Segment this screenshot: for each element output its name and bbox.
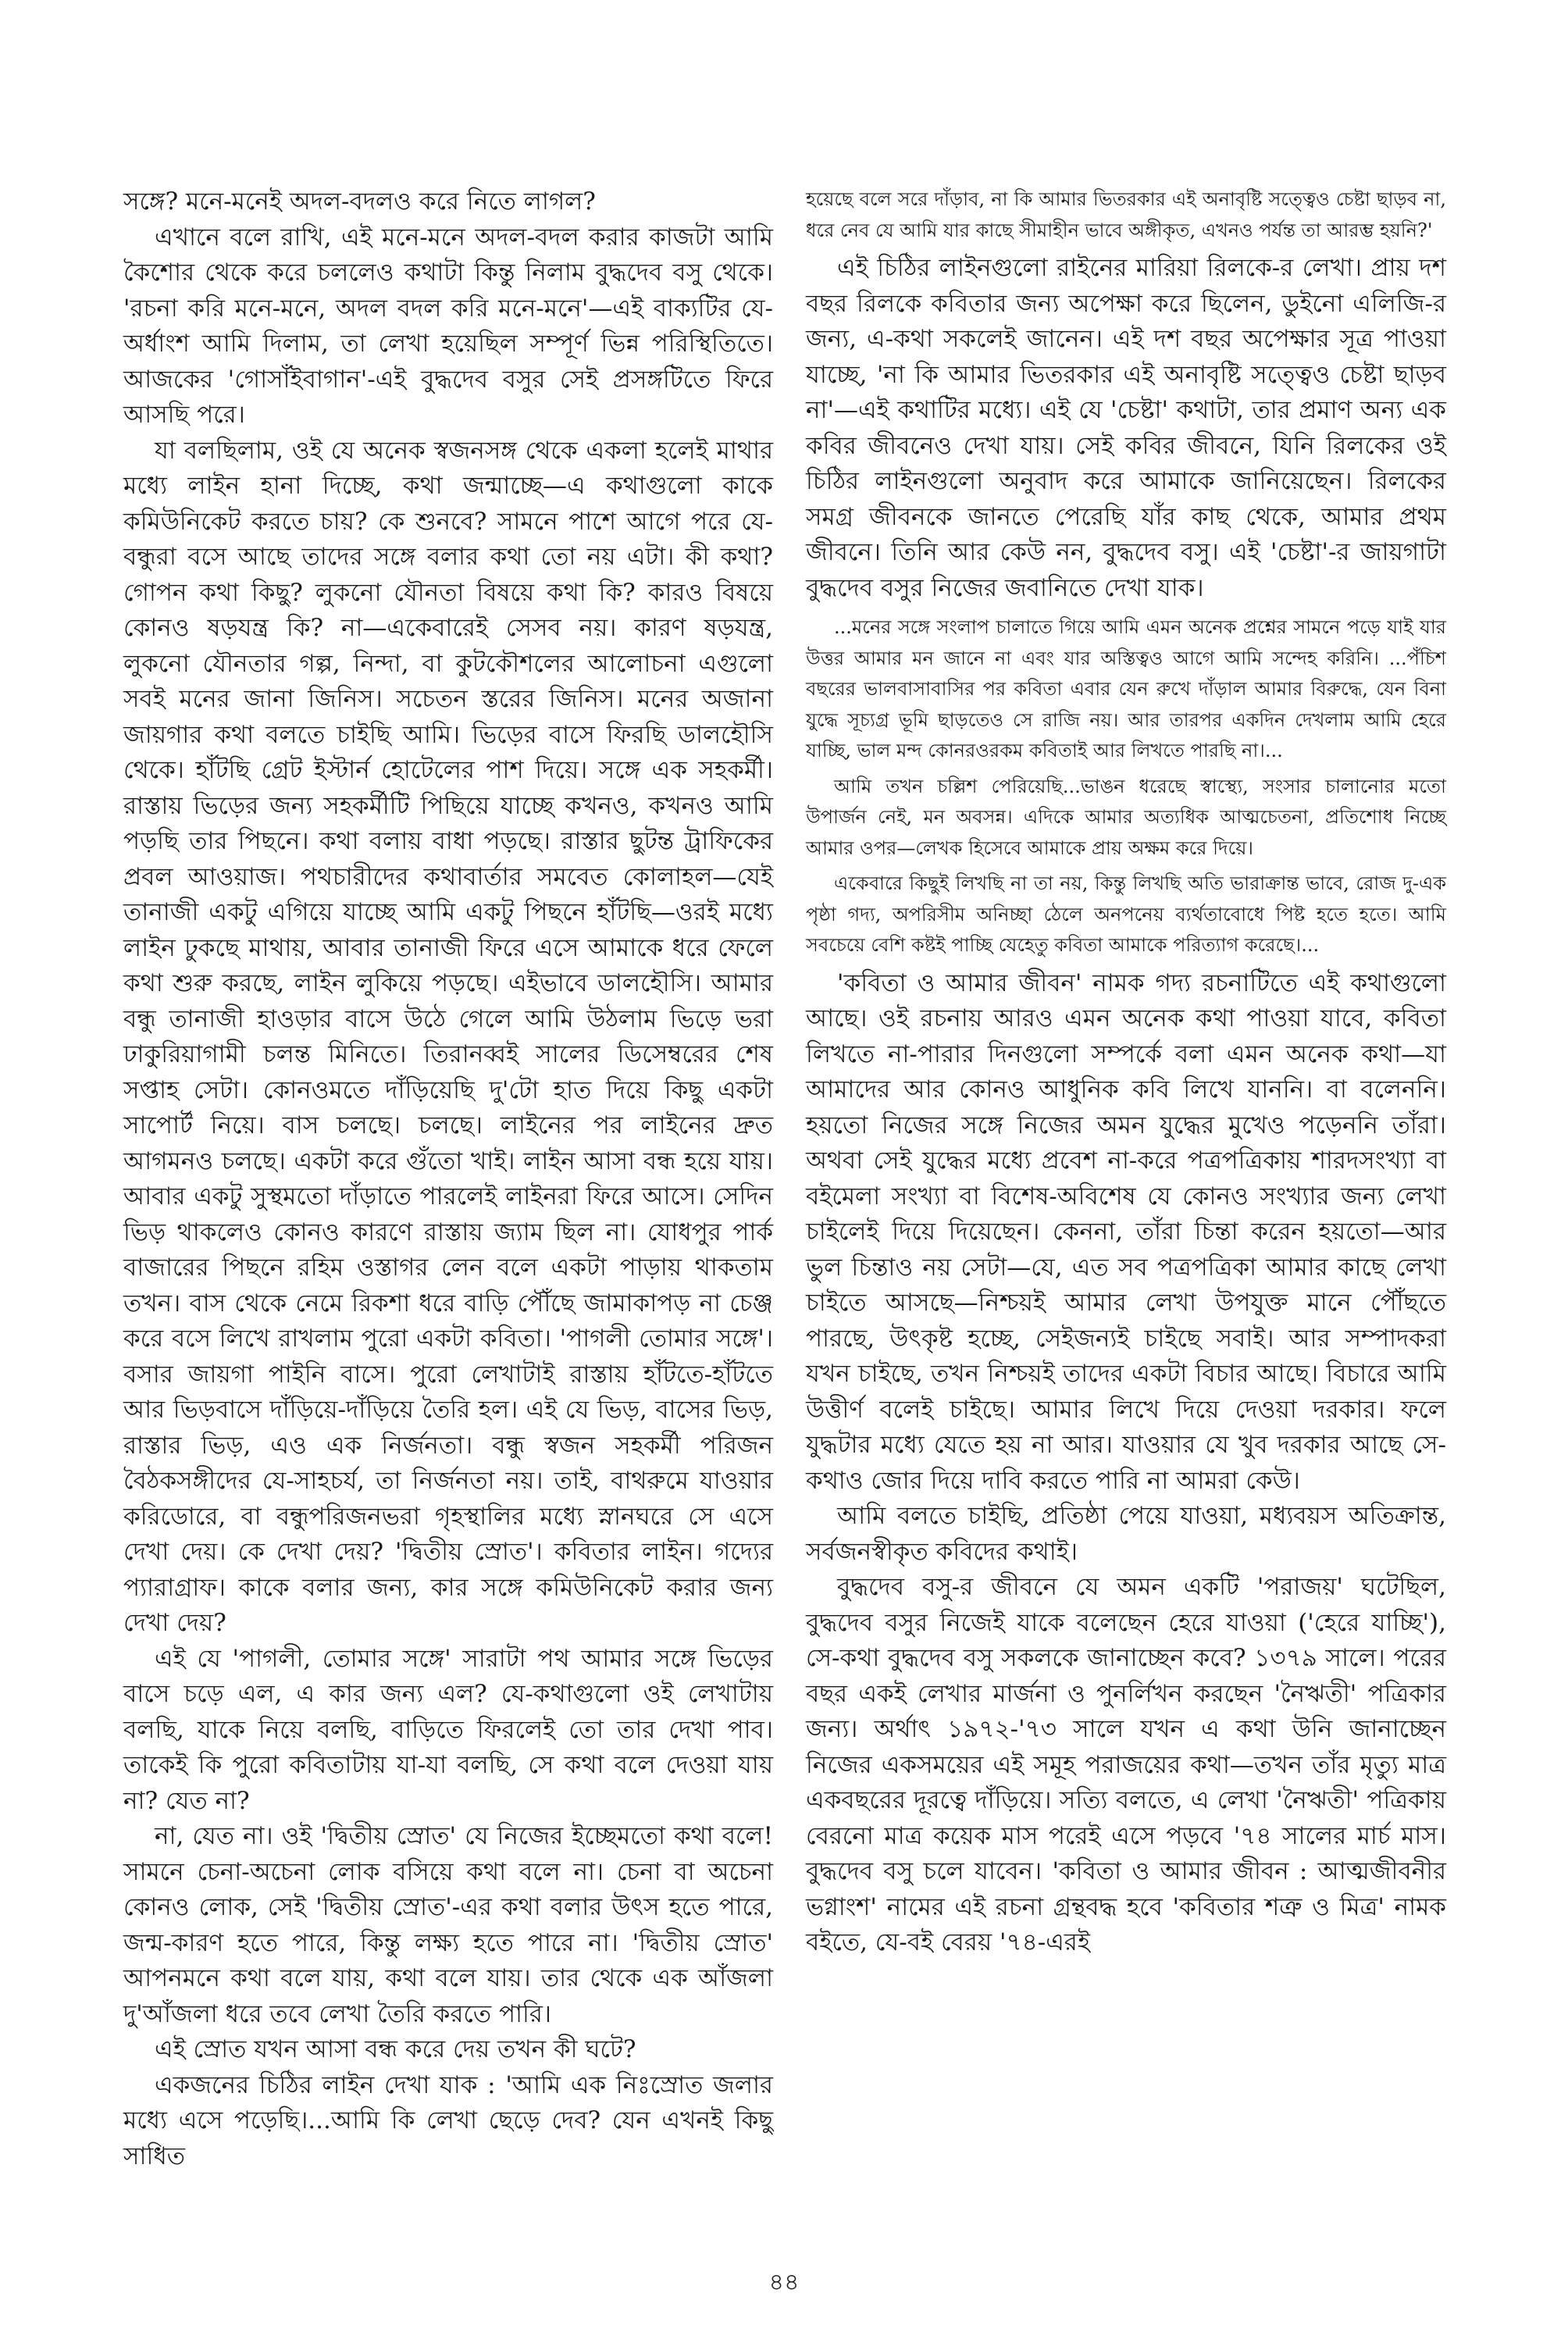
quote-paragraph: ...মনের সঙ্গে সংলাপ চালাতে গিয়ে আমি এমন অনেক প্রশ্নের সামনে পড়ে যাই যার উত্তর আমার মন জানে না এবং যার অস্তিত্বও আগে আমি সন্দেহ করিনি। ...পঁচিশ বছরের ভালবাসাবাসির পর কবিতা এবার যেন রুখে দাঁড়াল আমার বিরুদ্ধে, যেন বিনা যুদ্ধে সূচ্যগ্র ভূমি ছাড়তেও সে রাজি নয়। আর তারপর একদিন দেখলাম আমি হেরে যাচ্ছি, ভাল মন্দ কোনরওরকম কবিতাই আর লিখতে পারছি না।...	[806, 616, 1446, 761]
quote-paragraph: একেবারে কিছুই লিখছি না তা নয়, কিন্তু লিখছি অতি ভারাক্রান্ত ভাবে, রোজ দু-এক পৃষ্ঠা গদ্য, অপরিসীম অনিচ্ছা ঠেলে অনপনেয় ব্যর্থতাবোধে পিষ্ট হতে হতে। আমি সবচেয়ে বেশি কষ্টই পাচ্ছি যেহেতু কবিতা আমাকে পরিত্যাগ করেছে।...	[806, 872, 1446, 956]
left-column	[123, 184, 773, 2174]
quote-continuation	[806, 184, 1446, 246]
paragraph: না, যেত না। ওই 'দ্বিতীয় স্রোত' যে নিজের ইচ্ছেমতো কথা বলে! সামনে চেনা-অচেনা লোক বসিয়ে কথা বলে না। চেনা বা অচেনা কোনও লোক, সেই 'দ্বিতীয় স্রোত'-এর কথা বলার উৎস হতে পারে, জন্ম-কারণ হতে পারে, কিন্তু লক্ষ্য হতে পারে না। 'দ্বিতীয় স্রোত' আপনমনে কথা বলে যায়, কথা বলে যায়। তার থেকে এক আঁজলা দু'আঁজলা ধরে তবে লেখা তৈরি করতে পারি।	[123, 1822, 773, 2028]
quote-paragraph: হয়েছে বলে সরে দাঁড়াব, না কি আমার ভিতরকার এই অনাবৃষ্টি সত্ত্বেও চেষ্টা ছাড়ব না, ধরে নেব যে আমি যার কাছে সীমাহীন ভাবে অঙ্গীকৃত, এখনও পর্যন্ত তা আরম্ভ হয়নি?'	[806, 188, 1446, 241]
paragraph: এই যে 'পাগলী, তোমার সঙ্গে' সারাটা পথ আমার সঙ্গে ভিড়ের বাসে চড়ে এল, এ কার জন্য এল? যে-কথাগুলো ওই লেখাটায় বলছি, যাকে নিয়ে বলছি, বাড়িতে ফিরলেই তো তার দেখা পাব। তাকেই কি পুরো কবিতাটায় যা-যা বলছি, সে কথা বলে দেওয়া যায় না? যেত না?	[123, 1644, 773, 1815]
paragraph: এই স্রোত যখন আসা বন্ধ করে দেয় তখন কী ঘটে?	[155, 2035, 636, 2063]
paragraph: এই চিঠির লাইনগুলো রাইনের মারিয়া রিলকে-র লেখা। প্রায় দশ বছর রিলকে কবিতার জন্য অপেক্ষা করে ছিলেন, ডুইনো এলিজি-র জন্য, এ-কথা সকলেই জানেন। এই দশ বছর অপেক্ষার সূত্র পাওয়া যাচ্ছে, 'না কি আমার ভিতরকার এই অনাবৃষ্টি সত্ত্বেও চেষ্টা ছাড়ব না'—এই কথাটির মধ্যে। এই যে 'চেষ্টা' কথাটা, তার প্রমাণ অন্য এক কবির জীবনেও দেখা যায়। সেই কবির জীবনে, যিনি রিলকের ওই চিঠির লাইনগুলো অনুবাদ করে আমাকে জানিয়েছেন। রিলকের সমগ্র জীবনকে জানতে পেরেছি যাঁর কাছ থেকে, আমার প্রথম জীবনে। তিনি আর কেউ নন, বুদ্ধদেব বসু। এই 'চেষ্টা'-র জায়গাটা বুদ্ধদেব বসুর নিজের জবানিতে দেখা যাক।	[806, 254, 1446, 602]
paragraph: আমি বলতে চাইছি, প্রতিষ্ঠা পেয়ে যাওয়া, মধ্যবয়স অতিক্রান্ত, সর্বজনস্বীকৃত কবিদের কথাই।	[806, 1502, 1446, 1566]
paragraph: বুদ্ধদেব বসু-র জীবনে যে অমন একটি 'পরাজয়' ঘটেছিল, বুদ্ধদেব বসুর নিজেই যাকে বলেছেন হেরে যাওয়া ('হেরে যাচ্ছি'), সে-কথা বুদ্ধদেব বসু সকলকে জানাচ্ছেন কবে? ১৩৭৯ সালে। পরের বছর একই লেখার মার্জনা ও পুনর্লিখন করছেন 'নৈঋতী' পত্রিকার জন্য। অর্থাৎ ১৯৭২-'৭৩ সালে যখন এ কথা উনি জানাচ্ছেন নিজের একসময়ের এই সমূহ পরাজয়ের কথা—তখন তাঁর মৃত্যু মাত্র একবছরের দূরত্বে দাঁড়িয়ে। সত্যি বলতে, এ লেখা 'নৈঋতী' পত্রিকায় বেরনো মাত্র কয়েক মাস পরেই এসে পড়বে '৭৪ সালের মার্চ মাস। বুদ্ধদেব বসু চলে যাবেন। 'কবিতা ও আমার জীবন : আত্মজীবনীর ভগ্নাংশ' নামের এই রচনা গ্রন্থবদ্ধ হবে 'কবিতার শত্রু ও মিত্র' নামক বইতে, যে-বই বেরয় '৭৪-এরই	[806, 1573, 1446, 1956]
right-column	[806, 184, 1446, 1961]
paragraph: 'কবিতা ও আমার জীবন' নামক গদ্য রচনাটিতে এই কথাগুলো আছে। ওই রচনায় আরও এমন অনেক কথা পাওয়া যাবে, কবিতা লিখতে না-পারার দিনগুলো সম্পর্কে বলা এমন অনেক কথা—যা আমাদের আর কোনও আধুনিক কবি লিখে যাননি। বা বলেননি। হয়তো নিজের সঙ্গে নিজের অমন যুদ্ধের মুখেও পড়েননি তাঁরা। অথবা সেই যুদ্ধের মধ্যে প্রবেশ না-করে পত্রপত্রিকায় শারদসংখ্যা বা বইমেলা সংখ্যা বা বিশেষ-অবিশেষ যে কোনও সংখ্যার জন্য লেখা চাইলেই দিয়ে দিয়েছেন। কেননা, তাঁরা চিন্তা করেন হয়তো—আর ভুল চিন্তাও নয় সেটা—যে, এত সব পত্রপত্রিকা আমার কাছে লেখা চাইতে আসছে—নিশ্চয়ই আমার লেখা উপযুক্ত মানে পৌঁছতে পারছে, উৎকৃষ্ট হচ্ছে, সেইজন্যই চাইছে সবাই। আর সম্পাদকরা যখন চাইছে, তখন নিশ্চয়ই তাদের একটা বিচার আছে। বিচারে আমি উত্তীর্ণ বলেই চাইছে। আমার লিখে দিয়ে দেওয়া দরকার। ফলে যুদ্ধটার মধ্যে যেতে হয় না আর। যাওয়ার যে খুব দরকার আছে সে-কথাও জোর দিয়ে দাবি করতে পারি না আমরা কেউ।	[806, 968, 1446, 1495]
paragraph: এখানে বলে রাখি, এই মনে-মনে অদল-বদল করার কাজটা আমি কৈশোর থেকে করে চললেও কথাটা কিন্তু নিলাম বুদ্ধদেব বসু থেকে। 'রচনা করি মনে-মনে, অদল বদল করি মনে-মনে'—এই বাক্যটির যে-অর্ধাংশ আমি দিলাম, তা লেখা হয়েছিল সম্পূর্ণ ভিন্ন পরিস্থিতিতে। আজকের 'গোসাঁইবাগান'-এই বুদ্ধদেব বসুর সেই প্রসঙ্গটিতে ফিরে আসছি পরে।	[123, 223, 773, 429]
paragraph: একজনের চিঠির লাইন দেখা যাক : 'আমি এক নিঃস্রোত জলার মধ্যে এসে পড়েছি।...আমি কি লেখা ছেড়ে দেব? যেন এখনই কিছু সাধিত	[123, 2070, 773, 2170]
page-number: ৪৪	[768, 2269, 800, 2296]
paragraph: যা বলছিলাম, ওই যে অনেক স্বজনসঙ্গ থেকে একলা হলেই মাথার মধ্যে লাইন হানা দিচ্ছে, কথা জন্মাচ্ছে—এ কথাগুলো কাকে কমিউনিকেট করতে চায়? কে শুনবে? সামনে পাশে আগে পরে যে-বন্ধুরা বসে আছে তাদের সঙ্গে বলার কথা তো নয় এটা। কী কথা? গোপন কথা কিছু? লুকনো যৌনতা বিষয়ে কথা কি? কারও বিষয়ে কোনও ষড়যন্ত্র কি? না—একেবারেই সেসব নয়। কারণ ষড়যন্ত্র, লুকনো যৌনতার গল্প, নিন্দা, বা কুটকৌশলের আলোচনা এগুলো সবই মনের জানা জিনিস। সচেতন স্তরের জিনিস। মনের অজানা জায়গার কথা বলতে চাইছি আমি। ভিড়ের বাসে ফিরছি ডালহৌসি থেকে। হাঁটছি গ্রেট ইস্টার্ন হোটেলের পাশ দিয়ে। সঙ্গে এক সহকর্মী। রাস্তায় ভিড়ের জন্য সহকর্মীটি পিছিয়ে যাচ্ছে কখনও, কখনও আমি পড়ছি তার পিছনে। কথা বলায় বাধা পড়ছে। রাস্তার ছুটন্ত ট্রাফিকের প্রবল আওয়াজ। পথচারীদের কথাবার্তার সমবেত কোলাহল—যেই তানাজী একটু এগিয়ে যাচ্ছে আমি একটু পিছনে হাঁটছি—ওরই মধ্যে লাইন ঢুকছে মাথায়, আবার তানাজী ফিরে এসে আমাকে ধরে ফেলে কথা শুরু করছে, লাইন লুকিয়ে পড়ছে। এইভাবে ডালহৌসি। আমার বন্ধু তানাজী হাওড়ার বাসে উঠে গেলে আমি উঠলাম ভিড়ে ভরা ঢাকুরিয়াগামী চলন্ত মিনিতে। তিরানব্বই সালের ডিসেম্বরের শেষ সপ্তাহ সেটা। কোনওমতে দাঁড়িয়েছি দু'টো হাত দিয়ে কিছু একটা সাপোর্ট নিয়ে। বাস চলছে। চলছে। লাইনের পর লাইনের দ্রুত আগমনও চলছে। একটা করে গুঁতো খাই। লাইন আসা বন্ধ হয়ে যায়। আবার একটু সুস্থমতো দাঁড়াতে পারলেই লাইনরা ফিরে আসে। সেদিন ভিড় থাকলেও কোনও কারণে রাস্তায় জ্যাম ছিল না। যোধপুর পার্ক বাজারের পিছনে রহিম ওস্তাগর লেন বলে একটা পাড়ায় থাকতাম তখন। বাস থেকে নেমে রিকশা ধরে বাড়ি পৌঁছে জামাকাপড় না চেঞ্জ করে বসে লিখে রাখলাম পুরো একটা কবিতা। 'পাগলী তোমার সঙ্গে'। বসার জায়গা পাইনি বাসে। পুরো লেখাটাই রাস্তায় হাঁটতে-হাঁটতে আর ভিড়বাসে দাঁড়িয়ে-দাঁড়িয়ে তৈরি হল। এই যে ভিড়, বাসের ভিড়, রাস্তার ভিড়, এও এক নির্জনতা। বন্ধু স্বজন সহকর্মী পরিজন বৈঠকসঙ্গীদের যে-সাহচর্য, তা নির্জনতা নয়। তাই, বাথরুমে যাওয়ার করিডোরে, বা বন্ধুপরিজনভরা গৃহস্থালির মধ্যে স্নানঘরে সে এসে দেখা দেয়। কে দেখা দেয়? 'দ্বিতীয় স্রোত'। কবিতার লাইন। গদ্যের প্যারাগ্রাফ। কাকে বলার জন্য, কার সঙ্গে কমিউনিকেট করার জন্য দেখা দেয়?	[123, 436, 773, 1637]
block-quote	[806, 612, 1446, 961]
quote-paragraph: আমি তখন চল্লিশ পেরিয়েছি...ভাঙন ধরেছে স্বাস্থ্যে, সংসার চালানোর মতো উপার্জন নেই, মন অবসন্ন। এদিকে আমার অত্যধিক আত্মচেতনা, প্রতিশোধ নিচ্ছে আমার ওপর—লেখক হিসেবে আমাকে প্রায় অক্ষম করে দিয়ে।	[806, 775, 1446, 859]
paragraph: সঙ্গে? মনে-মনেই অদল-বদলও করে নিতে লাগল?	[123, 187, 596, 216]
